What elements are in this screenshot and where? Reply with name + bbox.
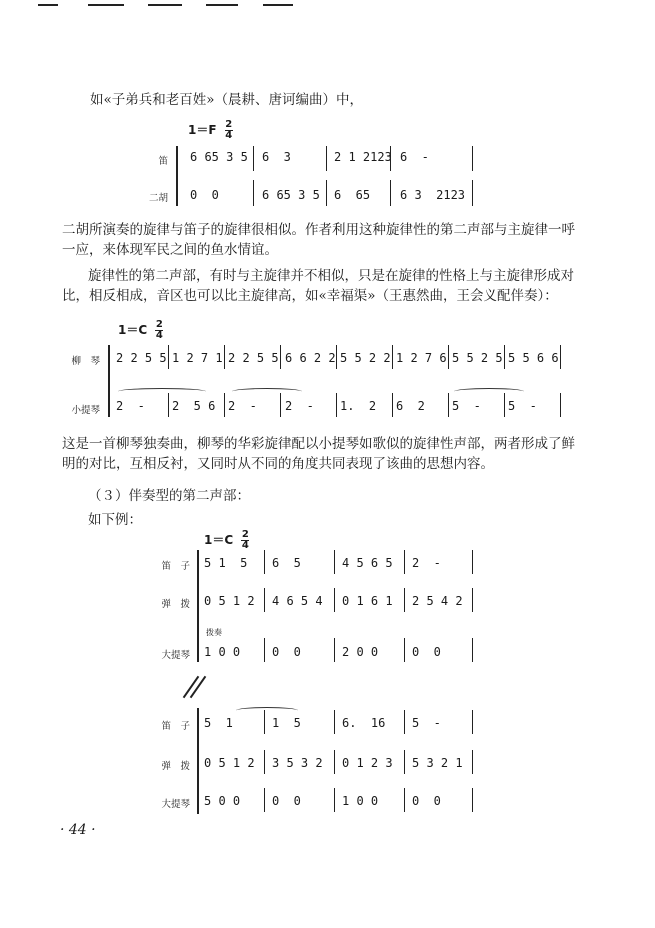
pizzicato-marking: 拨奏 [206, 628, 222, 637]
measure: 1 2 7 6 [396, 351, 447, 365]
barline [404, 788, 405, 812]
barline [334, 788, 335, 812]
barline [280, 345, 281, 369]
measure: 3 5 3 2 [272, 756, 323, 770]
measure: 2 0 0 [342, 645, 379, 659]
barline [472, 550, 473, 574]
barline [404, 550, 405, 574]
barline [448, 345, 449, 369]
paragraph: 这是一首柳琴独奏曲，柳琴的华彩旋律配以小提琴如歌似的旋律性声部，两者形成了鲜明的对比，互相反衬，又同时从不同的角度共同表现了该曲的思想内容。 [62, 436, 575, 472]
top-rule [263, 4, 293, 6]
barline [168, 345, 169, 369]
top-rule [88, 4, 124, 6]
instrument-label: 笛 子 [161, 721, 190, 732]
barline [334, 750, 335, 774]
measure: 2 2 5 5 [116, 351, 167, 365]
barline [253, 180, 254, 206]
barline [472, 638, 473, 662]
barline [336, 345, 337, 369]
measure: 5 - [452, 399, 481, 413]
measure: 0 0 [412, 645, 441, 659]
barline [224, 393, 225, 417]
measure: 0 0 [190, 188, 219, 202]
measure: 2 2 5 5 [228, 351, 279, 365]
measure: 1 0 0 [342, 794, 379, 808]
barline [390, 180, 391, 206]
barline [334, 588, 335, 612]
key-signature: 1＝C $\frac{2}{4}$ [118, 319, 163, 341]
measure: 6 - [400, 150, 429, 164]
measure: 5 0 0 [204, 794, 241, 808]
barline [334, 710, 335, 734]
barline [253, 146, 254, 171]
measure: 6 65 3 5 [190, 150, 248, 164]
measure: 0 0 [272, 645, 301, 659]
measure: 5 5 2 2 [340, 351, 391, 365]
measure: 0 0 [412, 794, 441, 808]
measure: 1 2 7 1 [172, 351, 223, 365]
system-brace [197, 550, 199, 662]
barline [168, 393, 169, 417]
barline [472, 710, 473, 734]
barline [264, 750, 265, 774]
barline [404, 710, 405, 734]
measure: 5 5 2 5 [452, 351, 503, 365]
system-brace [176, 146, 178, 206]
paragraph: 二胡所演奏的旋律与笛子的旋律很相似。作者利用这种旋律性的第二声部与主旋律一呼一应，来体现军民之间的鱼水情谊。 [62, 222, 575, 258]
barline [264, 638, 265, 662]
measure: 6 65 3 5 [262, 188, 320, 202]
barline [392, 345, 393, 369]
measure: 6. 16 [342, 716, 386, 730]
key-signature: 1＝F $\frac{2}{4}$ [188, 119, 233, 141]
measure: 2 5 6 [172, 399, 216, 413]
slur [118, 388, 206, 395]
barline [264, 588, 265, 612]
key-signature: 1＝C $\frac{2}{4}$ [204, 529, 249, 551]
instrument-label: 柳 琴 [71, 356, 100, 367]
measure: 2 - [412, 556, 441, 570]
slur [236, 707, 298, 714]
measure: 2 - [228, 399, 257, 413]
section-heading: （３）伴奏型的第二声部： [88, 488, 250, 504]
measure: 0 1 2 3 [342, 756, 393, 770]
measure: 5 1 5 [204, 556, 248, 570]
measure: 6 3 [262, 150, 291, 164]
measure: 0 0 [272, 794, 301, 808]
barline [392, 393, 393, 417]
barline [560, 345, 561, 369]
barline [326, 146, 327, 171]
measure: 4 5 6 5 [342, 556, 393, 570]
measure: 0 5 1 2 [204, 756, 255, 770]
measure: 5 1 [204, 716, 233, 730]
barline [334, 638, 335, 662]
paragraph: 旋律性的第二声部，有时与主旋律并不相似，只是在旋律的性格上与主旋律形成对比，相反相成，音区也可以比主旋律高，如«幸福渠»（王惠然曲，王会义配伴奏）： [62, 268, 574, 304]
barline [404, 750, 405, 774]
barline [472, 588, 473, 612]
barline [504, 393, 505, 417]
barline [390, 146, 391, 171]
measure: 6 5 [272, 556, 301, 570]
barline [472, 180, 473, 206]
instrument-label: 大提琴 [161, 650, 190, 661]
barline [264, 710, 265, 734]
barline [472, 750, 473, 774]
measure: 5 3 2 1 [412, 756, 463, 770]
barline [224, 345, 225, 369]
instrument-label: 小提琴 [71, 405, 100, 416]
barline [504, 345, 505, 369]
measure: 1 5 [272, 716, 301, 730]
slur [232, 388, 302, 395]
measure: 0 5 1 2 [204, 594, 255, 608]
instrument-label: 笛 子 [161, 561, 190, 572]
barline [280, 393, 281, 417]
instrument-label: 大提琴 [161, 799, 190, 810]
page-number: · 44 · [60, 822, 96, 838]
slur [454, 388, 524, 395]
instrument-label: 笛 [158, 156, 168, 167]
barline [334, 550, 335, 574]
barline [326, 180, 327, 206]
barline [404, 588, 405, 612]
example-intro: 如下例： [88, 512, 142, 528]
measure: 5 - [508, 399, 537, 413]
instrument-label: 弹 拨 [161, 761, 190, 772]
intro-line: 如«子弟兵和老百姓»（晨耕、唐诃编曲）中， [90, 92, 364, 108]
top-rule [38, 4, 58, 6]
measure: 6 6 2 2 [285, 351, 336, 365]
measure: 1. 2 [340, 399, 377, 413]
barline [404, 638, 405, 662]
system-brace [197, 708, 199, 814]
barline [264, 550, 265, 574]
measure: 4 6 5 4 [272, 594, 323, 608]
barline [472, 788, 473, 812]
barline [336, 393, 337, 417]
instrument-label: 弹 拨 [161, 599, 190, 610]
barline [448, 393, 449, 417]
top-rule [206, 4, 238, 6]
measure: 2 - [285, 399, 314, 413]
measure: 1 0 0 [204, 645, 241, 659]
measure: 5 5 6 6 [508, 351, 559, 365]
barline [472, 146, 473, 171]
instrument-label: 二胡 [148, 193, 168, 204]
measure: 6 65 [334, 188, 371, 202]
measure: 2 1 2123 [334, 150, 392, 164]
measure: 2 - [116, 399, 145, 413]
measure: 0 1 6 1 [342, 594, 393, 608]
measure: 5 - [412, 716, 441, 730]
measure: 6 2 [396, 399, 425, 413]
measure: 6 3 2123 [400, 188, 466, 202]
barline [560, 393, 561, 417]
top-rule [148, 4, 182, 6]
system-brace [108, 345, 110, 417]
barline [264, 788, 265, 812]
measure: 2 5 4 2 [412, 594, 463, 608]
